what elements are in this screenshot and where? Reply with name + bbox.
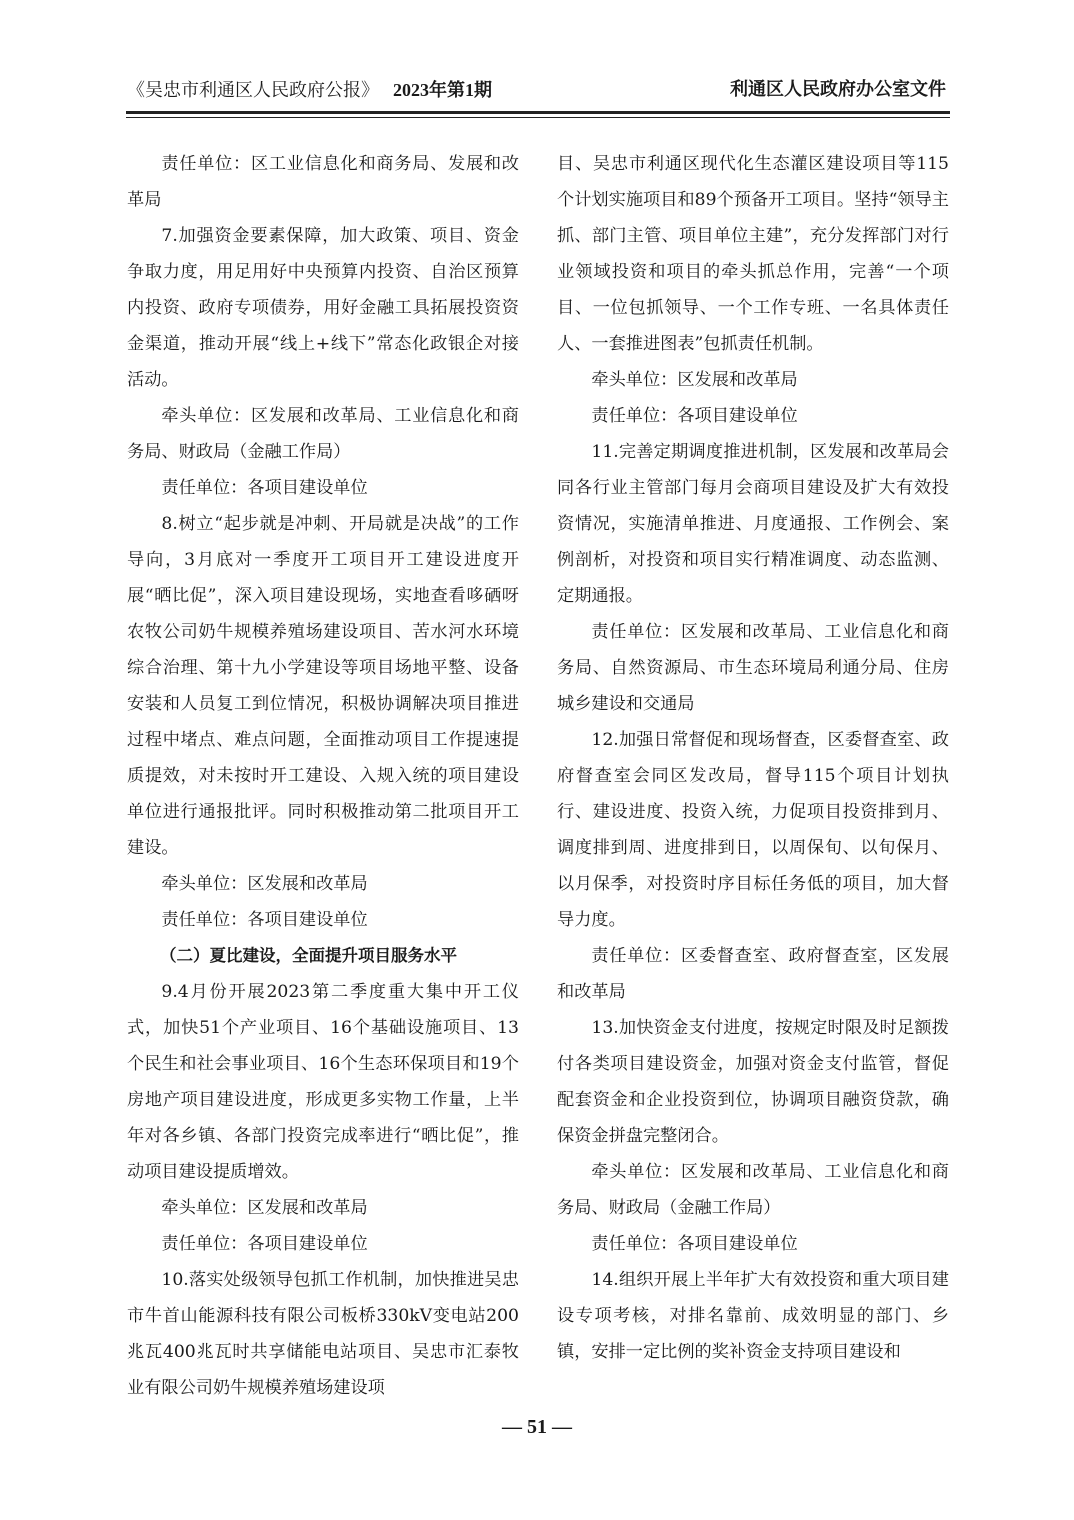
paragraph: 责任单位：各项目建设单位 bbox=[161, 910, 368, 930]
paragraph: 牵头单位：区发展和改革局 bbox=[161, 1198, 368, 1218]
issue-number: 2023年第1期 bbox=[393, 80, 492, 100]
paragraph: 12.加强日常督促和现场督查，区委督查室、政府督查室会同区发改局，督导115个项目计划执行、建设进度、投资入统，力促项目投资排到月、调度排到周、进度排到日，以周保旬、以旬保月、以月保季，对投资时序目标任务低的项目，加大督导力度。 bbox=[557, 730, 949, 930]
paragraph: 9.4月份开展2023第二季度重大集中开工仪式，加快51个产业项目、16个基础设施项目、13个民生和社会事业项目、16个生态环保项目和19个房地产项目建设进度，形成更多实物工作量，上半年对各乡镇、各部门投资完成率进行“晒比促”，推动项目建设提质增效。 bbox=[127, 982, 519, 1182]
paragraph: 8.树立“起步就是冲刺、开局就是决战”的工作导向，3月底对一季度开工项目开工建设进度开展“晒比促”，深入项目建设现场，实地查看哆硒呀农牧公司奶牛规模养殖场建设项目、苦水河水环境综合治理、第十九小学建设等项目场地平整、设备安装和人员复工到位情况，积极协调解决项目推进过程中堵点、难点问题，全面推动项目工作提速提质提效，对未按时开工建设、入规入统的项目建设单位进行通报批评。同时积极推动第二批项目开工建设。 bbox=[127, 514, 519, 858]
paragraph: 7.加强资金要素保障，加大政策、项目、资金争取力度，用足用好中央预算内投资、自治区预算内投资、政府专项债券，用好金融工具拓展投资资金渠道，推动开展“线上+线下”常态化政银企对接活动。 bbox=[127, 226, 519, 390]
paragraph: 责任单位：各项目建设单位 bbox=[161, 478, 368, 498]
document-type-label: 利通区人民政府办公室文件 bbox=[730, 79, 946, 100]
paragraph: 责任单位：区委督查室、政府督查室，区发展和改革局 bbox=[557, 946, 949, 1002]
paragraph: 13.加快资金支付进度，按规定时限及时足额拨付各类项目建设资金，加强对资金支付监管，督促配套资金和企业投资到位，协调项目融资贷款，确保资金拼盘完整闭合。 bbox=[557, 1018, 949, 1146]
header-rule-thick bbox=[126, 111, 950, 114]
paragraph: 责任单位：各项目建设单位 bbox=[591, 1234, 798, 1254]
page-number: — 51 — bbox=[502, 1416, 572, 1438]
paragraph: 责任单位：各项目建设单位 bbox=[591, 406, 798, 426]
paragraph: 责任单位：区发展和改革局、工业信息化和商务局、自然资源局、市生态环境局利通分局、住房城乡建设和交通局 bbox=[557, 622, 949, 714]
paragraph: 14.组织开展上半年扩大有效投资和重大项目建设专项考核，对排名靠前、成效明显的部门、乡镇，安排一定比例的奖补资金支持项目建设和 bbox=[557, 1270, 949, 1362]
header-rule-thin bbox=[126, 117, 950, 118]
paragraph: 牵头单位：区发展和改革局、工业信息化和商务局、财政局（金融工作局） bbox=[127, 406, 519, 462]
section-heading: （二）夏比建设，全面提升项目服务水平 bbox=[160, 946, 457, 965]
paragraph: 10.落实处级领导包抓工作机制，加快推进吴忠市牛首山能源科技有限公司板桥330kV变电站200兆瓦400兆瓦时共享储能电站项目、吴忠市汇泰牧业有限公司奶牛规模养殖场建设项 bbox=[127, 1270, 519, 1398]
paragraph: 牵头单位：区发展和改革局 bbox=[161, 874, 368, 894]
paragraph: 牵头单位：区发展和改革局、工业信息化和商务局、财政局（金融工作局） bbox=[557, 1162, 949, 1218]
paragraph: 11.完善定期调度推进机制，区发展和改革局会同各行业主管部门每月会商项目建设及扩大有效投资情况，实施清单推进、月度通报、工作例会、案例剖析，对投资和项目实行精准调度、动态监测、定期通报。 bbox=[557, 442, 949, 606]
paragraph: 责任单位：各项目建设单位 bbox=[161, 1234, 368, 1254]
paragraph: 责任单位：区工业信息化和商务局、发展和改革局 bbox=[127, 154, 519, 210]
left-column bbox=[127, 146, 519, 1406]
paragraph-continuation: 目、吴忠市利通区现代化生态灌区建设项目等115个计划实施项目和89个预备开工项目。坚持“领导主抓、部门主管、项目单位主建”，充分发挥部门对行业领域投资和项目的牵头抓总作用，完善“一个项目、一位包抓领导、一个工作专班、一名具体责任人、一套推进图表”包抓责任机制。 bbox=[557, 154, 949, 354]
right-column bbox=[557, 146, 949, 1370]
running-header-left bbox=[127, 76, 492, 105]
paragraph: 牵头单位：区发展和改革局 bbox=[591, 370, 798, 390]
publication-title: 《吴忠市利通区人民政府公报》 bbox=[127, 80, 379, 101]
